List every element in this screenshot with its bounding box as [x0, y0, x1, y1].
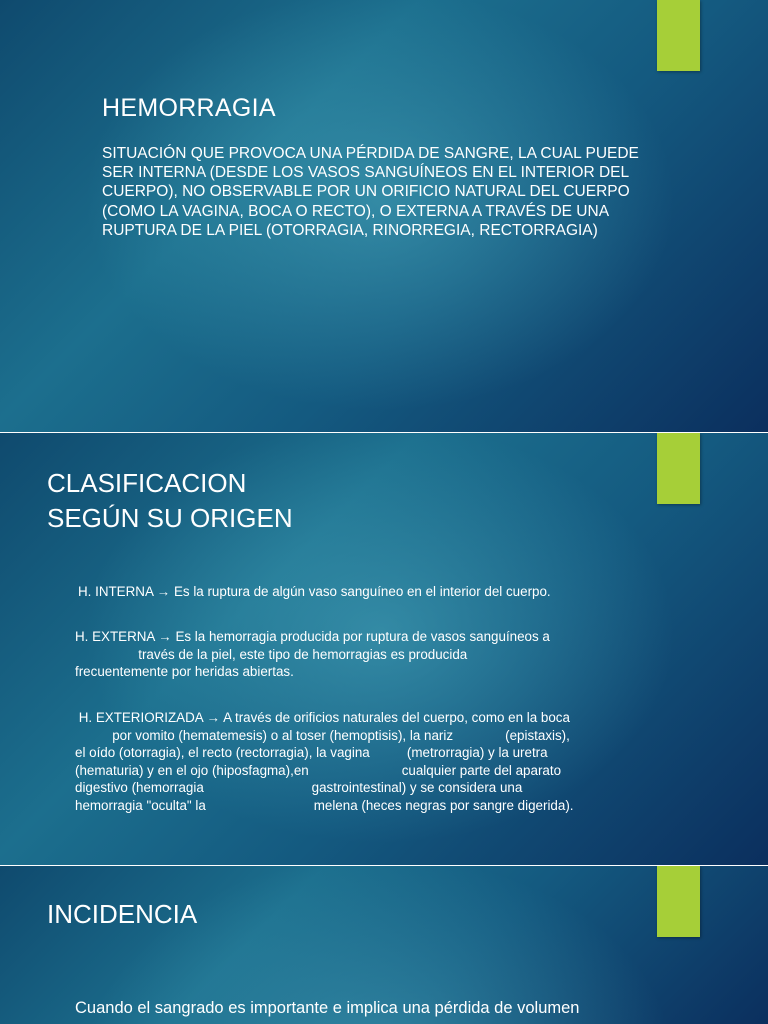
slide-title	[47, 466, 293, 536]
slide-clasificacion	[0, 433, 768, 865]
slide-incidencia	[0, 866, 768, 1024]
paragraph-interna: H. INTERNA → Es la ruptura de algún vaso sanguíneo en el interior del cuerpo.	[78, 584, 551, 599]
accent-bar	[657, 866, 700, 937]
title-line-2: SEGÚN SU ORIGEN	[47, 503, 293, 533]
accent-bar	[657, 433, 700, 504]
paragraph-exteriorizada: H. EXTERIORIZADA → A través de orificios naturales del cuerpo, como en la boca por vomito (hematemesis) o al toser (hemoptisis), la nariz (epistaxis), el oído (otorragia), el recto (rectorragia), la vagina (metrorragia) y la uretra (hematuria) y en el ojo (hiposfagma),en cualquier parte del aparato digestivo (hemorragia gastrointestinal) y se considera una hemorragia "oculta" la melena (heces negras por sangre digerida).	[75, 710, 574, 813]
slide-title: INCIDENCIA	[47, 899, 198, 929]
slide-hemorragia	[0, 0, 768, 432]
slide-body: SITUACIÓN QUE PROVOCA UNA PÉRDIDA DE SANGRE, LA CUAL PUEDE SER INTERNA (DESDE LOS VASOS SANGUÍNEOS EN EL INTERIOR DEL CUERPO), NO OBSERVABLE POR UN ORIFICIO NATURAL DEL CUERPO (COMO LA VAGINA, BOCA O RECTO), O EXTERNA A TRAVÉS DE UNA RUPTURA DE LA PIEL (OTORRAGIA, RINORREGIA, RECTORRAGIA)	[102, 145, 639, 239]
slide-body: Cuando el sangrado es importante e implica una pérdida de volumen	[75, 999, 580, 1017]
slide-title: HEMORRAGIA	[102, 94, 276, 122]
paragraph-externa: H. EXTERNA → Es la hemorragia producida por ruptura de vasos sanguíneos a través de la piel, este tipo de hemorragias es producida frecuentemente por heridas abiertas.	[75, 629, 550, 680]
accent-bar	[657, 0, 700, 71]
title-line-1: CLASIFICACION	[47, 468, 247, 498]
